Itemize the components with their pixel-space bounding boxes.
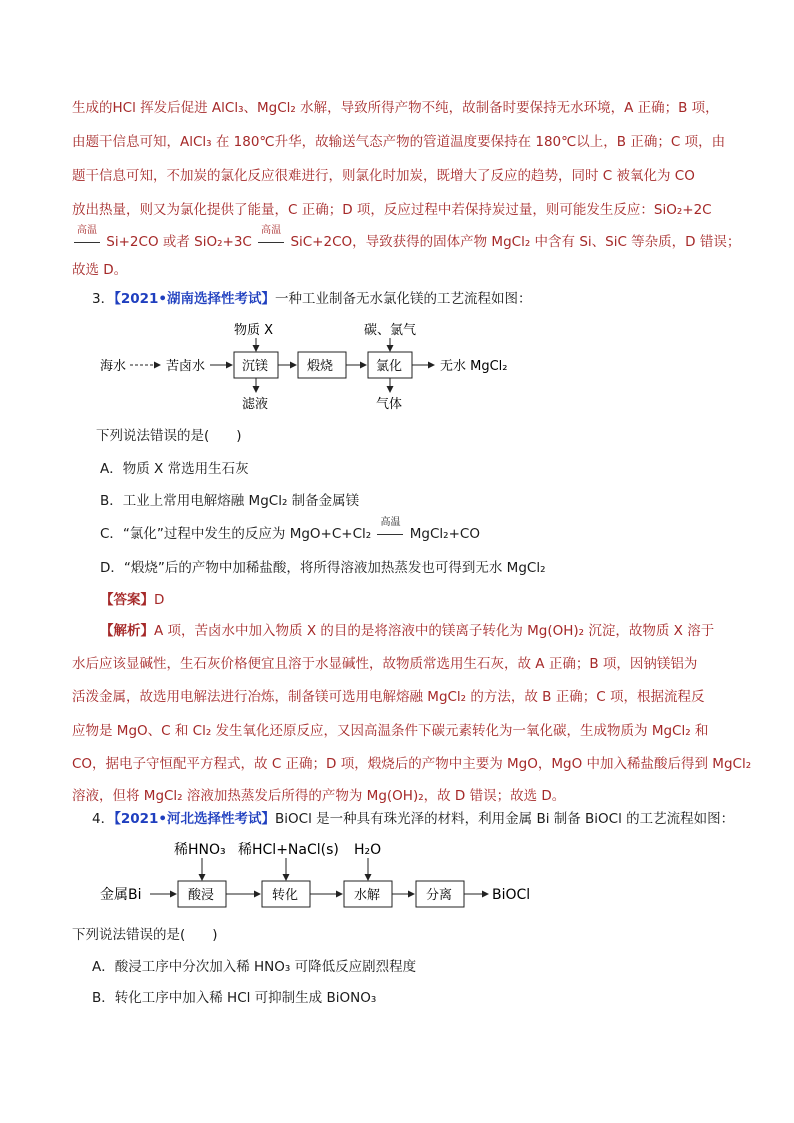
flow-start: 金属Bi — [100, 887, 142, 903]
explanation-line: 放出热量，则又为氯化提供了能量，C 正确；D 项，反应过程中若保持炭过量，则可能发生反应：SiO₂+2C — [72, 202, 712, 218]
explanation-line: CO，据电子守恒配平方程式，故 C 正确；D 项，煅烧后的产物中主要为 MgO，MgO 中加入稀盐酸后得到 MgCl₂ — [72, 756, 752, 772]
flow-end: 无水 MgCl₂ — [440, 359, 508, 374]
flow-input-label: 稀HCl+NaCl(s) — [238, 842, 339, 858]
flow-input-label: H₂O — [354, 842, 382, 858]
explanation-line: 水后应该显碱性，生石灰价格便宜且溶于水显碱性，故物质常选用生石灰，故 A 正确；B 项，因钠镁铝为 — [72, 656, 698, 672]
source-tag: 【2021•湖南选择性考试】 — [114, 291, 276, 307]
reaction-condition: 高温 — [72, 233, 102, 251]
answer-line: 【答案】D — [100, 592, 165, 608]
flow-step-label: 苦卤水 — [166, 359, 206, 374]
flow-output-label: 气体 — [376, 397, 403, 412]
flow-start: 海水 — [100, 359, 127, 374]
option-b: B．工业上常用电解熔融 MgCl₂ 制备金属镁 — [100, 493, 360, 509]
flow-box-label: 氯化 — [376, 359, 403, 374]
explanation-line: 由题干信息可知，AlCl₃ 在 180℃升华，故输送气态产物的管道温度要保持在 180℃以上，B 正确；C 项，由 — [72, 134, 726, 150]
explanation-line: 活泼金属，故选用电解法进行冶炼，制备镁可选用电解熔融 MgCl₂ 的方法，故 B 正确；C 项，根据流程反 — [72, 689, 705, 705]
question-3-header: 3．【2021•湖南选择性考试】一种工业制备无水氯化镁的工艺流程如图： — [92, 291, 532, 307]
explanation-line: 应物是 MgO、C 和 Cl₂ 发生氧化还原反应，又因高温条件下碳元素转化为一氧化碳，生成物质为 MgCl₂ 和 — [72, 723, 709, 739]
flow-box-label: 水解 — [354, 888, 381, 903]
option-b: B．转化工序中加入稀 HCl 可抑制生成 BiONO₃ — [92, 990, 377, 1006]
explanation-line: 【解析】A 项，苦卤水中加入物质 X 的目的是将溶液中的镁离子转化为 Mg(OH)₂ 沉淀，故物质 X 溶于 — [100, 623, 715, 639]
flow-box-label: 煅烧 — [307, 359, 334, 374]
option-d: D．“煅烧”后的产物中加稀盐酸，将所得溶液加热蒸发也可得到无水 MgCl₂ — [100, 560, 546, 576]
question-prompt: 下列说法错误的是( ) — [72, 927, 218, 943]
flow-end: BiOCl — [492, 887, 531, 903]
question-prompt: 下列说法错误的是( ) — [96, 428, 242, 444]
flow-box-label: 分离 — [426, 888, 453, 903]
flow-box-label: 沉镁 — [242, 359, 269, 374]
flow-box-label: 酸浸 — [188, 888, 215, 903]
explanation-tag: 【解析】 — [100, 623, 154, 639]
explanation-line: 高温 Si+2CO 或者 SiO₂+3C 高温 SiC+2CO，导致获得的固体产物 MgCl₂ 中含有 Si、SiC 等杂质，D 错误； — [72, 233, 740, 251]
reaction-condition: 高温 — [256, 233, 286, 251]
option-a: A．物质 X 常选用生石灰 — [100, 461, 249, 477]
option-a: A．酸浸工序中分次加入稀 HNO₃ 可降低反应剧烈程度 — [92, 959, 417, 975]
option-c: C．“氯化”过程中发生的反应为 MgO+C+Cl₂ 高温 MgCl₂+CO — [100, 517, 480, 542]
question-4-header: 4．【2021•河北选择性考试】BiOCl 是一种具有珠光泽的材料，利用金属 Bi 制备 BiOCl 的工艺流程如图： — [92, 811, 735, 827]
flow-input-label: 物质 X — [234, 323, 274, 338]
q3-flow-diagram — [96, 318, 536, 416]
flow-output-label: 滤液 — [242, 397, 269, 412]
source-tag: 【2021•河北选择性考试】 — [114, 811, 276, 827]
flow-input-label: 稀HNO₃ — [174, 842, 226, 858]
answer-tag: 【答案】 — [100, 592, 154, 608]
q4-flow-diagram — [96, 836, 546, 914]
explanation-line: 题干信息可知，不加炭的氯化反应很难进行，则氯化时加炭，既增大了反应的趋势，同时 C 被氧化为 CO — [72, 168, 695, 184]
flow-input-label: 碳、氯气 — [364, 323, 417, 338]
reaction-condition: 高温 — [375, 525, 405, 543]
flow-box-label: 转化 — [272, 888, 299, 903]
explanation-line: 故选 D。 — [72, 262, 128, 278]
explanation-line: 生成的HCl 挥发后促进 AlCl₃、MgCl₂ 水解，导致所得产物不纯，故制备时要保持无水环境，A 正确；B 项， — [72, 100, 719, 116]
explanation-line: 溶液，但将 MgCl₂ 溶液加热蒸发后所得的产物为 Mg(OH)₂，故 D 错误；故选 D。 — [72, 788, 566, 804]
